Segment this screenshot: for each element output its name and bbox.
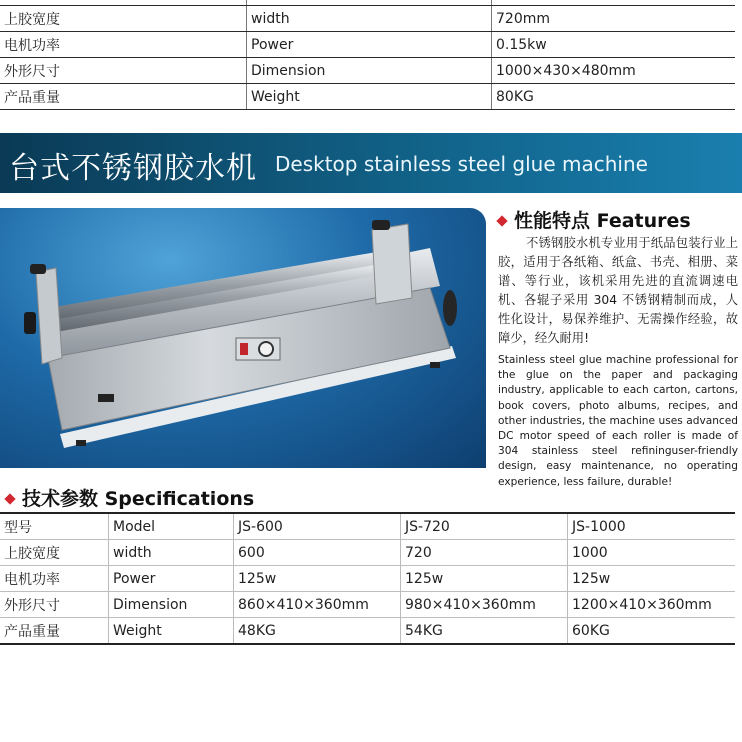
- product-photo: [0, 208, 486, 468]
- glue-machine-illustration: [0, 208, 486, 468]
- table-row: 外形尺寸 Dimension 860×410×360mm 980×410×360mm 1200×410×360mm: [0, 592, 735, 618]
- speed-dial: [259, 342, 273, 356]
- table-row: 上胶宽度 width 600 720 1000: [0, 540, 735, 566]
- machine-foot: [76, 440, 86, 446]
- table-row: 上胶宽度 width 720mm: [0, 6, 735, 32]
- machine-foot: [430, 362, 440, 368]
- right-housing: [372, 224, 412, 304]
- banner-title-en: Desktop stainless steel glue machine: [275, 152, 648, 176]
- features-text-en: Stainless steel glue machine professional for the glue on the paper and packaging industry, applicable to each carton, cartons, book covers, photo albums, recipes, and other industries, the machine uses advanced DC motor speed of each roller is made of 304 stainless steel refininguser-friendly design, easy maintenance, no operating experience, less failure, durable!: [498, 354, 738, 488]
- table-row: 产品重量 Weight 48KG 54KG 60KG: [0, 618, 735, 645]
- right-knob: [372, 220, 390, 230]
- power-socket: [98, 394, 114, 402]
- top-spec-table: [0, 0, 735, 110]
- specifications-heading: 技术参数 Specifications: [6, 484, 254, 511]
- power-switch: [240, 343, 248, 355]
- title-banner: [0, 133, 742, 193]
- left-knob: [30, 264, 46, 274]
- specifications-table: [0, 512, 735, 645]
- features-heading: 性能特点 Features: [498, 206, 691, 233]
- table-row: 电机功率 Power 125w 125w 125w: [0, 566, 735, 592]
- table-row: 型号 Model JS-600 JS-720 JS-1000: [0, 513, 735, 540]
- diamond-bullet-icon: [496, 215, 507, 226]
- table-row: 外形尺寸 Dimension 1000×430×480mm: [0, 58, 735, 84]
- left-housing: [36, 268, 62, 364]
- features-text-cn: 不锈钢胶水机专业用于纸品包装行业上胶，适用于各纸箱、纸盒、书壳、相册、菜谱、等行业，该机采用先进的直流调速电机、各辊子采用 304 不锈钢精制而成，人性化设计，易保养维护、无需操作经验，故障少，经久耐用!: [498, 236, 738, 345]
- table-row: 电机功率 Power 0.15kw: [0, 32, 735, 58]
- diamond-bullet-icon: [4, 493, 15, 504]
- right-wheel: [443, 290, 457, 326]
- banner-title-cn: 台式不锈钢胶水机: [9, 151, 257, 186]
- table-row: 产品重量 Weight 80KG: [0, 84, 735, 110]
- side-handle: [24, 312, 36, 334]
